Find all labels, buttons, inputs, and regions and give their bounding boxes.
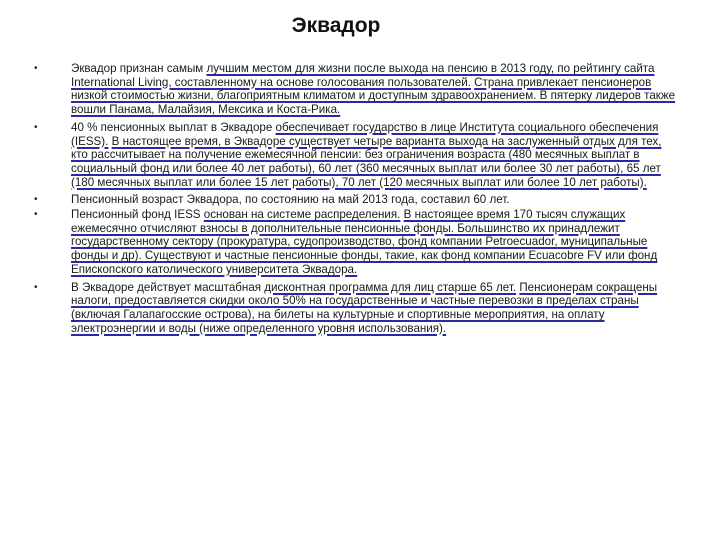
hyperlink-text[interactable]: дисконтная программа для лиц старше 65 лет. (264, 280, 517, 294)
plain-text: Пенсионный фонд IESS (71, 208, 204, 222)
hyperlink-text[interactable]: основан на системе распределения. (203, 208, 401, 222)
hyperlink-text[interactable]: В настоящее время 170 тысяч служащих ежемесячно отчисляют взносы в дополнительные пенсионные фонды. Большинство их принадлежит государственному сектору (прокуратура, судопроизводство, фонд компании Petroecuador, муниципальные фонды и др). Существуют и частные пенсионные фонды, такие, как фонд компании Ecuacobre FV или фонд Епископского католического университета Эквадора. (71, 208, 658, 276)
slide-title: Эквадор (291, 14, 381, 37)
bullet-list (34, 62, 680, 339)
bullet-item (34, 281, 680, 336)
hyperlink-text[interactable]: В настоящее время, в Эквадоре существует четыре варианта выхода на заслуженный отдых для тех, кто рассчитывает на получение ежемесячной пенсии: без ограничения возраста (480 месячных выплат в социальный фонд или более 40 лет работы), 60 лет (360 месячных выплат или более 30 лет работы), 65 лет (180 месячных выплат или более 15 лет работы), 70 лет (120 месячных выплат или более 10 лет работы). (71, 134, 662, 189)
bullet-text (71, 208, 680, 277)
bullet-item (34, 193, 680, 207)
bullet-text (71, 281, 680, 336)
bullet-marker: • (34, 63, 38, 74)
bullet-item (34, 208, 680, 277)
bullet-item (34, 62, 680, 117)
hyperlink-text[interactable]: Пенсионерам сокращены налоги, предоставляется скидки около 50% на государственные и частные перевозки в пределах страны (включая Галапагосские острова), на билеты на культурные и спортивные мероприятия, на оплату электроэнергии и воды (ниже определенного уровня использования). (71, 280, 658, 335)
bullet-item (34, 121, 680, 190)
bullet-marker: • (34, 121, 38, 133)
bullet-marker: • (34, 209, 38, 221)
bullet-marker: • (34, 194, 38, 206)
bullet-marker: • (34, 281, 38, 293)
bullet-text (71, 62, 680, 117)
plain-text: Пенсионный возраст Эквадора, по состоянию на май 2013 года, составил 60 лет. (71, 193, 510, 207)
bullet-text (71, 121, 680, 190)
plain-text: В Эквадоре действует масштабная (71, 280, 265, 294)
plain-text: Эквадор признан самым (71, 62, 207, 75)
hyperlink-text[interactable]: обеспечивает государство в лице Института социального обеспечения (IESS). (71, 120, 659, 148)
hyperlink-text[interactable]: Страна привлекает пенсионеров низкой стоимостью жизни, благоприятным климатом и доступным здравоохранением. В пятерку лидеров также вошли Панама, Малайзия, Мексика и Коста-Рика. (71, 75, 676, 117)
plain-text: 40 % пенсионных выплат в Эквадоре (71, 120, 276, 134)
hyperlink-text[interactable]: лучшим местом для жизни после выхода на пенсию в 2013 году, по рейтингу сайта International Living, составленному на основе голосования пользователей. (71, 62, 655, 89)
bullet-text (71, 193, 680, 207)
